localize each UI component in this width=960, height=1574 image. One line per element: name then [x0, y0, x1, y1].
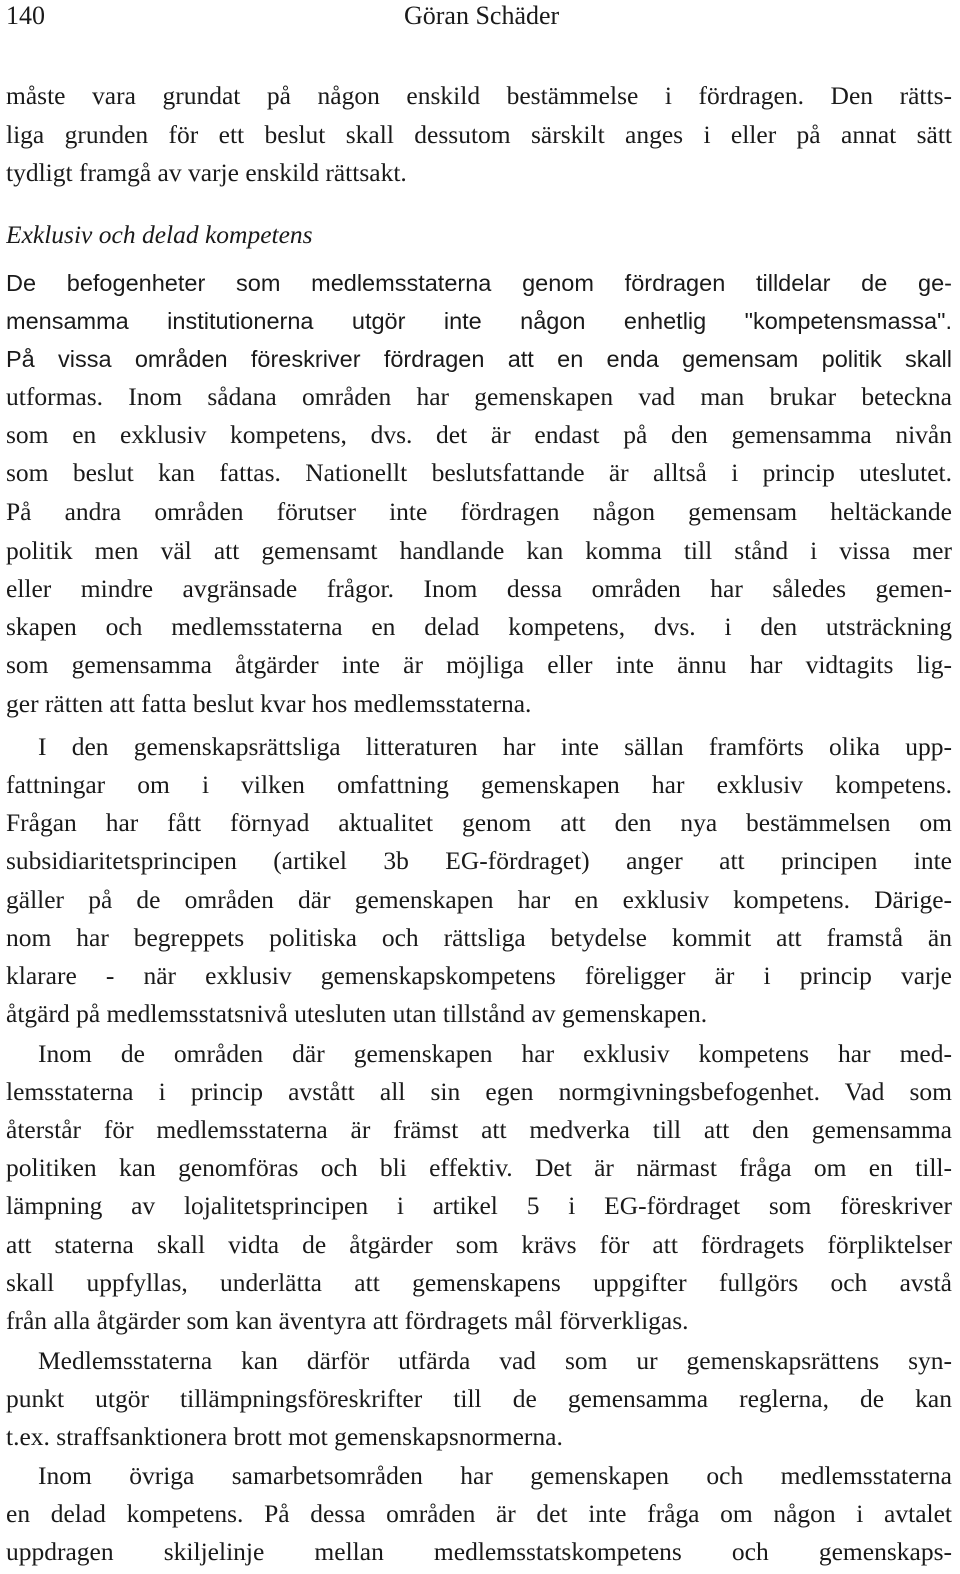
text-line: gäller på de områden där gemenskapen har en exklusiv kompetens. Därige- — [6, 885, 952, 914]
text-line: åtgärd på medlemsstatsnivå utesluten utan tillstånd av gemenskapen. — [6, 999, 708, 1028]
text-line: liga grunden för ett beslut skall dessutom särskilt anges i eller på annat sätt — [6, 120, 952, 149]
text-line: subsidiaritetsprincipen (artikel 3b EG-fördraget) anger att principen inte — [6, 846, 952, 875]
text-line: Inom de områden där gemenskapen har exklusiv kompetens har med- — [38, 1039, 952, 1068]
text-line: tydligt framgå av varje enskild rättsakt. — [6, 158, 407, 187]
text-line: punkt utgör tillämpningsföreskrifter till de gemensamma reglerna, de kan — [6, 1384, 952, 1413]
text-line: På vissa områden föreskriver fördragen att en enda gemensam politik skall — [6, 346, 952, 372]
text-line: skapen och medlemsstaterna en delad kompetens, dvs. i den utsträckning — [6, 612, 952, 641]
text-line: från alla åtgärder som kan äventyra att fördragets mål förverkligas. — [6, 1306, 689, 1335]
text-line: Inom övriga samarbetsområden har gemenskapen och medlemsstaterna — [38, 1461, 952, 1490]
text-line: fattningar om i vilken omfattning gemenskapen har exklusiv kompetens. — [6, 770, 952, 799]
text-line: Frågan har fått förnyad aktualitet genom att den nya bestämmelsen om — [6, 808, 952, 837]
text-line: måste vara grundat på någon enskild bestämmelse i fördragen. Den rätts- — [6, 81, 952, 110]
text-line: nom har begreppets politiska och rättsliga betydelse kommit att framstå än — [6, 923, 952, 952]
text-line: ger rätten att fatta beslut kvar hos medlemsstaterna. — [6, 689, 532, 718]
text-line: På andra områden förutser inte fördragen någon gemensam heltäckande — [6, 497, 952, 526]
text-line: utformas. Inom sådana områden har gemenskapen vad man brukar beteckna — [6, 382, 952, 411]
text-line: klarare - när exklusiv gemenskapskompetens föreligger är i princip varje — [6, 961, 952, 990]
text-line: politik men väl att gemensamt handlande kan komma till stånd i vissa mer — [6, 536, 952, 565]
text-line: mensamma institutionerna utgör inte någon enhetlig "kompetensmassa". — [6, 308, 952, 334]
text-line: politiken kan genomföras och bli effektiv. Det är närmast fråga om en till- — [6, 1153, 952, 1182]
text-line: I den gemenskapsrättsliga litteraturen har inte sällan framförts olika upp- — [38, 732, 952, 761]
text-line: som beslut kan fattas. Nationellt beslutsfattande är alltså i princip uteslutet. — [6, 458, 952, 487]
text-line: t.ex. straffsanktionera brott mot gemenskapsnormerna. — [6, 1422, 563, 1451]
text-line: De befogenheter som medlemsstaterna genom fördragen tilldelar de ge- — [6, 270, 952, 296]
text-line: skall uppfyllas, underlätta att gemenskapens uppgifter fullgörs och avstå — [6, 1268, 952, 1297]
text-line: som en exklusiv kompetens, dvs. det är endast på den gemensamma nivån — [6, 420, 952, 449]
text-line: lämpning av lojalitetsprincipen i artikel 5 i EG-fördraget som föreskriver — [6, 1191, 952, 1220]
text-line: lemsstaterna i princip avstått all sin egen normgivningsbefogenhet. Vad som — [6, 1077, 952, 1106]
page-number: 140 — [6, 1, 45, 30]
text-line: Medlemsstaterna kan därför utfärda vad som ur gemenskapsrättens syn- — [38, 1346, 952, 1375]
running-head-author: Göran Schäder — [404, 1, 560, 30]
text-line: att staterna skall vidta de åtgärder som krävs för att fördragets förpliktelser — [6, 1230, 952, 1259]
section-heading: Exklusiv och delad kompetens — [6, 220, 313, 249]
text-line: uppdragen skiljelinje mellan medlemsstatskompetens och gemenskaps- — [6, 1537, 952, 1566]
text-line: som gemensamma åtgärder inte är möjliga eller inte ännu har vidtagits lig- — [6, 650, 952, 679]
text-line: eller mindre avgränsade frågor. Inom dessa områden har således gemen- — [6, 574, 952, 603]
text-line: återstår för medlemsstaterna är främst att medverka till att den gemensamma — [6, 1115, 952, 1144]
page-header — [0, 0, 960, 38]
text-line: en delad kompetens. På dessa områden är det inte fråga om någon i avtalet — [6, 1499, 952, 1528]
